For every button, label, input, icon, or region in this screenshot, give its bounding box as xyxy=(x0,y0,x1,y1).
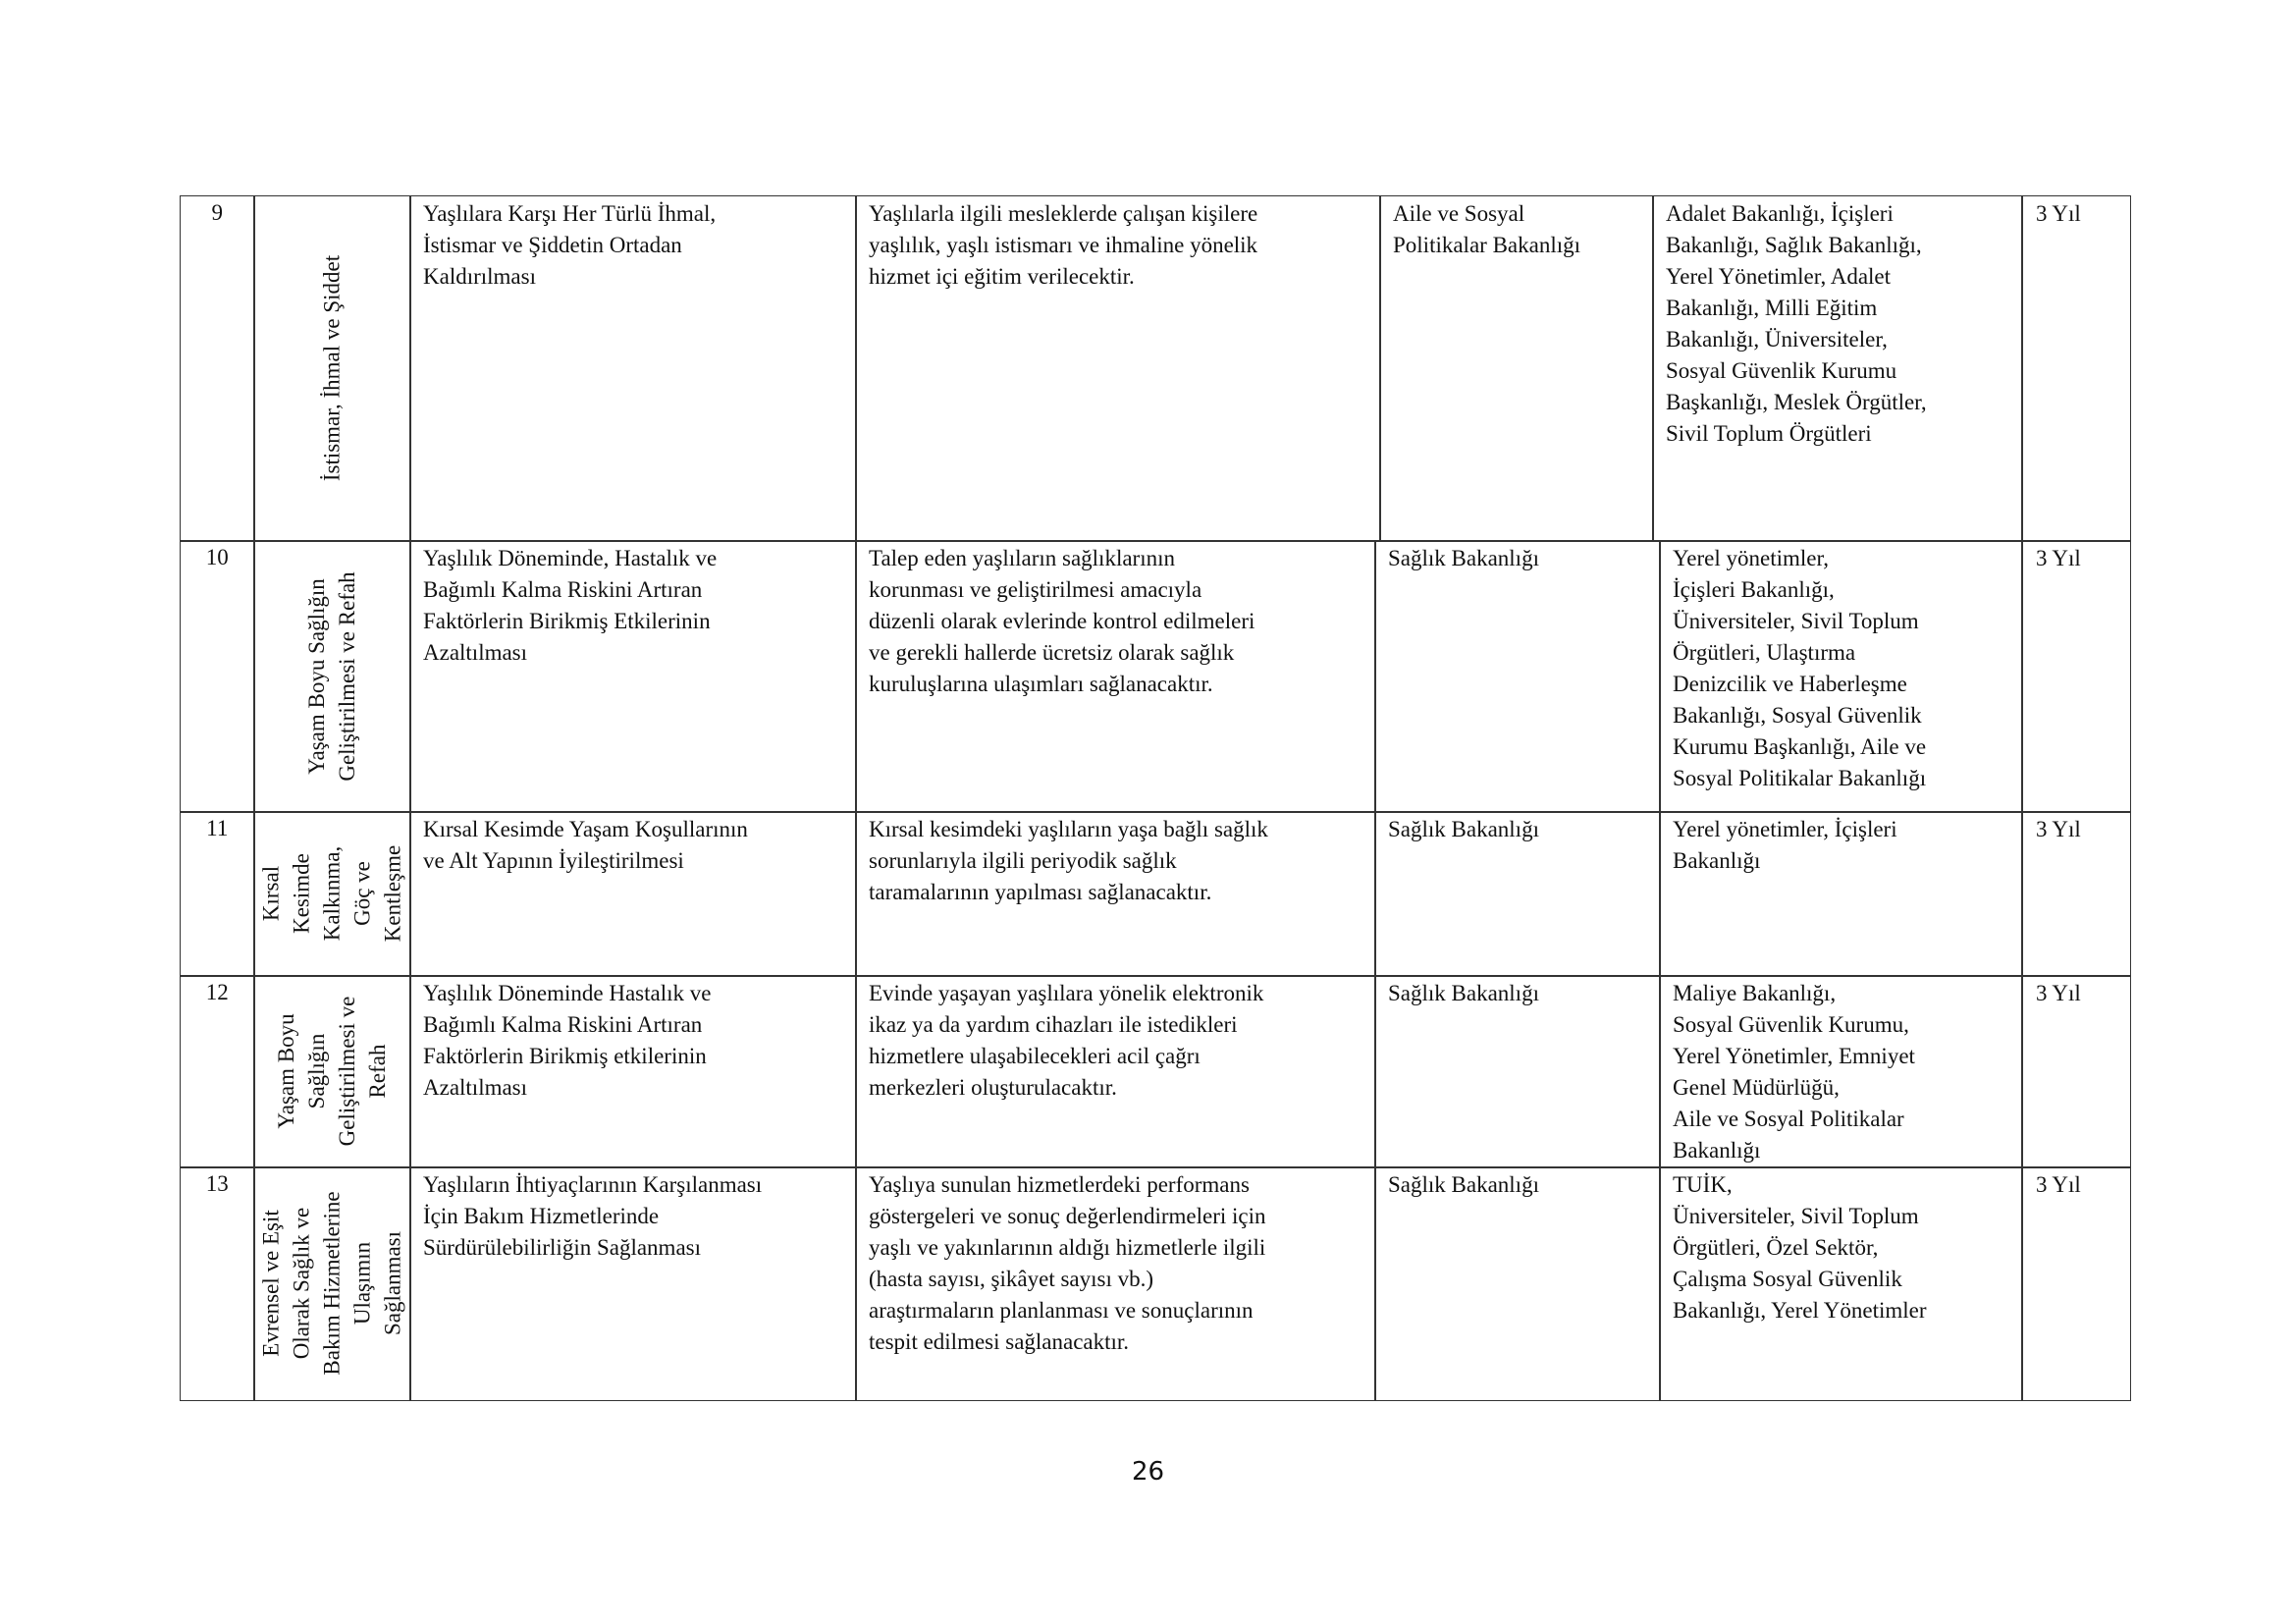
action-text: Yaşlıya sunulan hizmetlerdeki performans göstergeleri ve sonuç değerlendirmeleri için yaşlı ve yakınlarının aldığı hizmetlerle ilgili (hasta sayısı, şikâyet sayısı vb.) araştırmaların planlanması ve sonuçlarının tespit edilmesi sağlanacaktır. xyxy=(869,1172,1266,1354)
row-number-text: 11 xyxy=(206,816,229,840)
responsible-text: Sağlık Bakanlığı xyxy=(1388,981,1539,1005)
goal-cell xyxy=(409,811,857,977)
goal-text: Kırsal Kesimde Yaşam Koşullarının ve Alt Yapının İyileştirilmesi xyxy=(423,817,748,873)
duration-cell xyxy=(2021,975,2131,1168)
responsible-text: Sağlık Bakanlığı xyxy=(1388,817,1539,841)
action-cell xyxy=(855,975,1376,1168)
action-cell xyxy=(855,1166,1376,1401)
theme-cell xyxy=(253,811,411,977)
theme-text: Evrensel ve Eşit Olarak Sağlık ve Bakım Hizmetlerine Ulaşımın Sağlanması xyxy=(258,1191,405,1376)
goal-cell xyxy=(409,1166,857,1401)
goal-cell xyxy=(409,540,857,813)
row-number-text: 12 xyxy=(205,980,229,1004)
theme-cell xyxy=(253,975,411,1168)
partners-cell xyxy=(1659,975,2023,1168)
theme-cell xyxy=(253,540,411,813)
goal-text: Yaşlılara Karşı Her Türlü İhmal, İstismar ve Şiddetin Ortadan Kaldırılması xyxy=(423,201,717,289)
row-number-text: 13 xyxy=(205,1171,229,1196)
responsible-cell xyxy=(1374,975,1661,1168)
partners-cell xyxy=(1659,1166,2023,1401)
action-cell xyxy=(855,811,1376,977)
partners-cell xyxy=(1659,811,2023,977)
partners-cell xyxy=(1652,195,2023,542)
duration-text: 3 Yıl xyxy=(2036,201,2081,226)
theme-text: Kırsal Kesimde Kalkınma, Göç ve Kentleşme xyxy=(258,845,405,943)
duration-text: 3 Yıl xyxy=(2036,817,2081,841)
row-number xyxy=(180,975,255,1168)
action-text: Evinde yaşayan yaşlılara yönelik elektronik ikaz ya da yardım cihazları ile istedikleri hizmetlere ulaşabilecekleri acil çağrı merkezleri oluşturulacaktır. xyxy=(869,981,1264,1100)
duration-cell xyxy=(2021,1166,2131,1401)
page-number: 26 xyxy=(1131,1457,1165,1487)
row-number-text: 9 xyxy=(211,200,223,225)
partners-text: TUİK, Üniversiteler, Sivil Toplum Örgütleri, Özel Sektör, Çalışma Sosyal Güvenlik Bakanlığı, Yerel Yönetimler xyxy=(1673,1172,1927,1323)
goal-text: Yaşlılık Döneminde, Hastalık ve Bağımlı Kalma Riskini Artıran Faktörlerin Birikmiş Etkilerinin Azaltılması xyxy=(423,546,718,665)
duration-text: 3 Yıl xyxy=(2036,546,2081,570)
duration-text: 3 Yıl xyxy=(2036,981,2081,1005)
partners-text: Yerel yönetimler, İçişleri Bakanlığı, Üniversiteler, Sivil Toplum Örgütleri, Ulaştırma Denizcilik ve Haberleşme Bakanlığı, Sosyal Güvenlik Kurumu Başkanlığı, Aile ve Sosyal Politikalar Bakanlığı xyxy=(1673,546,1927,790)
partners-text: Adalet Bakanlığı, İçişleri Bakanlığı, Sağlık Bakanlığı, Yerel Yönetimler, Adalet Bakanlığı, Milli Eğitim Bakanlığı, Üniversiteler, Sosyal Güvenlik Kurumu Başkanlığı, Meslek Örgütler, Sivil Toplum Örgütleri xyxy=(1666,201,1927,446)
responsible-text: Aile ve Sosyal Politikalar Bakanlığı xyxy=(1393,201,1580,257)
action-cell xyxy=(855,195,1381,542)
duration-text: 3 Yıl xyxy=(2036,1172,2081,1197)
action-text: Talep eden yaşlıların sağlıklarının korunması ve geliştirilmesi amacıyla düzenli olarak evlerinde kontrol edilmeleri ve gerekli hallerde ücretsiz olarak sağlık kuruluşlarına ulaşımları sağlanacaktır. xyxy=(869,546,1255,696)
goal-text: Yaşlılık Döneminde Hastalık ve Bağımlı Kalma Riskini Artıran Faktörlerin Birikmiş etkilerinin Azaltılması xyxy=(423,981,712,1100)
goal-text: Yaşlıların İhtiyaçlarının Karşılanması İçin Bakım Hizmetlerinde Sürdürülebilirliğin Sağlanması xyxy=(423,1172,763,1260)
responsible-cell xyxy=(1379,195,1654,542)
responsible-cell xyxy=(1374,1166,1661,1401)
responsible-text: Sağlık Bakanlığı xyxy=(1388,1172,1539,1197)
theme-text: Yaşam Boyu Sağlığın Geliştirilmesi ve Refah xyxy=(274,996,391,1147)
duration-cell xyxy=(2021,811,2131,977)
responsible-cell xyxy=(1374,540,1661,813)
row-number xyxy=(180,811,255,977)
partners-text: Maliye Bakanlığı, Sosyal Güvenlik Kurumu, Yerel Yönetimler, Emniyet Genel Müdürlüğü, Aile ve Sosyal Politikalar Bakanlığı xyxy=(1673,981,1915,1163)
theme-text: İstismar, İhmal ve Şiddet xyxy=(319,255,345,482)
action-cell xyxy=(855,540,1376,813)
theme-cell xyxy=(253,195,411,542)
partners-cell xyxy=(1659,540,2023,813)
responsible-text: Sağlık Bakanlığı xyxy=(1388,546,1539,570)
action-text: Yaşlılarla ilgili mesleklerde çalışan kişilere yaşlılık, yaşlı istismarı ve ihmaline yönelik hizmet içi eğitim verilecektir. xyxy=(869,201,1258,289)
partners-text: Yerel yönetimler, İçişleri Bakanlığı xyxy=(1673,817,1897,873)
responsible-cell xyxy=(1374,811,1661,977)
goal-cell xyxy=(409,195,857,542)
row-number-text: 10 xyxy=(205,545,229,569)
duration-cell xyxy=(2021,540,2131,813)
row-number xyxy=(180,195,255,542)
theme-cell xyxy=(253,1166,411,1401)
row-number xyxy=(180,540,255,813)
goal-cell xyxy=(409,975,857,1168)
theme-text: Yaşam Boyu Sağlığın Geliştirilmesi ve Refah xyxy=(304,571,360,782)
duration-cell xyxy=(2021,195,2131,542)
action-text: Kırsal kesimdeki yaşlıların yaşa bağlı sağlık sorunlarıyla ilgili periyodik sağlık taramalarının yapılması sağlanacaktır. xyxy=(869,817,1268,904)
row-number xyxy=(180,1166,255,1401)
